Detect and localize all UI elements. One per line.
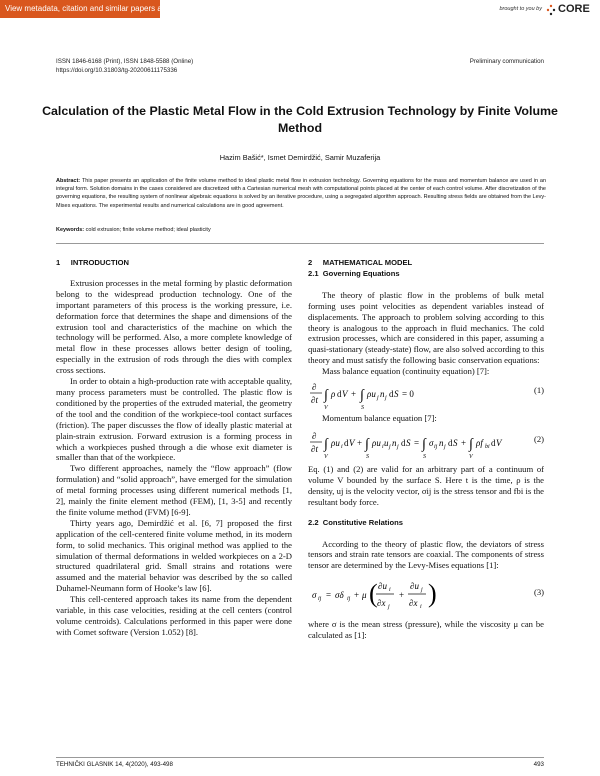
model-paragraph-3: According to the theory of plastic flow, the deviators of stress tensors and strain rate tensors are coaxial. The components of stress tensor are determined by the Levy-Mises equations [1]: <box>308 538 544 571</box>
core-logo-text: CORE <box>558 3 590 15</box>
model-paragraph-2: Eq. (1) and (2) are valid for an arbitrary part of a continuum of volume V bounded by the surface S. Here t is the time, ρ is the density, uj is the velocity vector, σij is the stress tensor and fbi is the resultant body force. <box>308 463 544 507</box>
svg-text:S: S <box>394 389 399 400</box>
footer-journal: TEHNIČKI GLASNIK 14, 4(2020), 493-498 <box>56 761 173 768</box>
svg-text:): ) <box>428 579 437 609</box>
svg-text:+: + <box>461 437 467 448</box>
article-type: Preliminary communication <box>469 58 544 65</box>
svg-text:V: V <box>496 437 502 448</box>
intro-paragraph-2: In order to obtain a high-production rate with acceptable quality, many process parameters must be controlled. The plastic flow is conditioned by the properties of the extruded material, the geometry of the tool and the condition of the workpiece-tool contact surfaces (friction). The paper discusses the flow of ideally plastic material at plain-strain extrusion. Forward extrusion is a forming process in which a workpieces pushed through a die whose exit diameter is smaller than that of the workpiece. <box>56 376 292 463</box>
intro-paragraph-3: Two different approaches, namely the “flow approach” (flow formulation) and “solid approach”, have emerged for the simulation of metal forming processes using different numerical methods [1, 2], mainly the finite element method (FEM), [1, 3-5] and recently the finite volume method (FVM) [6-9]. <box>56 463 292 517</box>
svg-text:i: i <box>341 443 343 450</box>
section-heading-model: 2 MATHEMATICAL MODEL <box>308 258 413 267</box>
equation-2-number: (2) <box>533 433 544 444</box>
equation-3 <box>308 571 544 619</box>
svg-text:μ: μ <box>362 590 367 601</box>
svg-text:∂u: ∂u <box>410 581 419 592</box>
svg-text:∂u: ∂u <box>378 581 387 592</box>
svg-text:+: + <box>354 590 360 601</box>
svg-text:∫: ∫ <box>360 388 364 404</box>
svg-text:ρu: ρu <box>331 437 340 448</box>
svg-text:=: = <box>326 590 332 601</box>
svg-text:∫: ∫ <box>469 436 473 452</box>
intro-paragraph-5: This cell-centered approach takes its name from the dependent variable, in this case velocities, residing at the cell centers (control volume centroids). Calculations performed in this paper were done with Comet software (Version 1.052) [8]. <box>56 594 292 637</box>
momentum-balance-label: Momentum balance equation [7]: <box>322 413 437 424</box>
abstract <box>56 177 546 210</box>
model-paragraph-4: where σ is the mean stress (pressure), while the viscosity μ can be calculated as [1]: <box>308 619 544 641</box>
svg-text:n: n <box>380 389 385 400</box>
svg-text:ij: ij <box>318 596 322 603</box>
svg-text:σδ: σδ <box>335 590 344 601</box>
core-logo[interactable] <box>546 2 590 18</box>
equation-1-formula <box>310 379 510 411</box>
svg-text:V: V <box>324 405 328 412</box>
svg-text:+: + <box>399 590 405 601</box>
mass-balance-label: Mass balance equation (continuity equation) [7]: <box>322 366 490 377</box>
intro-paragraph-1: Extrusion processes in the metal forming by plastic deformation belong to the widespread production technology. One of the important parameters of this process is the working pressure, i.e. deformation force that determines the shape and dimensions of the extrusion tool and characteristics of the machine on which the technology will be performed. Also, a more complete knowledge of metal flow in these processes allows better design of tooling, especially in the extrusion of rods through the dies with complex cross sections. <box>56 277 292 376</box>
svg-text:+: + <box>351 389 357 400</box>
svg-text:∂x: ∂x <box>377 598 386 609</box>
svg-text:d: d <box>448 437 453 448</box>
equation-3-formula <box>310 575 480 617</box>
svg-text:∫: ∫ <box>365 436 369 452</box>
brought-to-you-label: brought to you by <box>499 6 542 12</box>
svg-text:i: i <box>420 604 422 611</box>
svg-text:d: d <box>401 437 406 448</box>
svg-text:i: i <box>389 587 391 594</box>
svg-text:σ: σ <box>312 590 317 601</box>
svg-text:ρf: ρf <box>476 437 483 448</box>
equation-1-number: (1) <box>533 385 544 396</box>
right-column <box>308 258 544 641</box>
abstract-text: This paper presents an application of the finite volume method to ideal plastic metal flow in extrusion technology. Governing equations for the mass and momentum balance are used in an integral form. Solution domains in the cases considered are discretized with a Cartesian numerical mesh with computational points placed at the center of each control volume. After discretization of the governing equations, the resulting system of nonlinear algebraic equations is solved by an iterative procedure, using a segregated algorithm approach. Resulting stress fields are obtained from the Levy-Mises equations. The experimental results and numerical calculations are in good agreement. <box>56 178 546 209</box>
model-paragraph-1: The theory of plastic flow in the problems of bulk metal forming uses point velocities as dependent variables instead of displacements. The approach to problem solving according to this theory is analogous to the approach in fluid mechanics. The cold extrusion processes, which are considered in this paper, assuming a quasi-stationary (steady-state) flow, are also solved according to this theory and must satisfy the following basic conservation equations: <box>308 289 544 366</box>
svg-text:u: u <box>384 437 389 448</box>
core-logo-icon <box>546 4 556 16</box>
equation-2 <box>308 424 544 464</box>
svg-text:V: V <box>324 453 328 460</box>
svg-text:n: n <box>439 437 444 448</box>
abstract-label: Abstract: <box>56 178 81 184</box>
svg-text:j: j <box>421 587 423 594</box>
svg-text:d: d <box>344 437 349 448</box>
keywords-text: cold extrusion; finite volume method; ideal plasticity <box>85 227 211 233</box>
svg-text:j: j <box>377 395 379 402</box>
svg-text:ρu: ρu <box>367 389 376 400</box>
svg-text:S: S <box>366 453 369 460</box>
section-heading-introduction: 1 INTRODUCTION <box>56 258 129 267</box>
subsection-constitutive-relations: 2.2 Constitutive Relations <box>308 517 403 527</box>
svg-text:(: ( <box>369 579 378 609</box>
svg-text:ρ: ρ <box>331 389 336 400</box>
svg-text:i: i <box>382 443 384 450</box>
divider <box>56 243 544 244</box>
keywords <box>56 227 546 233</box>
footer-divider <box>56 757 544 758</box>
left-column <box>56 258 292 638</box>
top-bar <box>0 0 600 24</box>
svg-text:d: d <box>337 389 342 400</box>
svg-text:=: = <box>414 437 420 448</box>
svg-text:ij: ij <box>434 443 438 450</box>
keywords-label: Keywords: <box>56 227 85 233</box>
svg-text:S: S <box>423 453 426 460</box>
svg-text:d: d <box>389 389 394 400</box>
svg-text:+: + <box>357 437 363 448</box>
svg-text:ij: ij <box>347 596 351 603</box>
svg-text:∫: ∫ <box>324 436 328 452</box>
svg-text:= 0: = 0 <box>402 389 414 400</box>
svg-text:j: j <box>388 604 390 611</box>
svg-text:∂x: ∂x <box>409 598 418 609</box>
svg-text:S: S <box>453 437 458 448</box>
equation-3-number: (3) <box>533 587 544 598</box>
svg-text:∂t: ∂t <box>311 395 318 406</box>
page-number: 493 <box>533 761 544 768</box>
svg-text:j: j <box>389 443 391 450</box>
svg-text:V: V <box>349 437 355 448</box>
svg-text:σ: σ <box>429 437 434 448</box>
svg-text:V: V <box>469 453 473 460</box>
doi-link[interactable]: https://doi.org/10.31803/tg-20200611175336 <box>56 67 178 74</box>
svg-text:ρu: ρu <box>372 437 381 448</box>
subsection-governing-equations: 2.1 Governing Equations <box>308 268 400 278</box>
svg-text:∫: ∫ <box>324 388 328 404</box>
equation-2-formula <box>310 428 520 460</box>
svg-text:V: V <box>342 389 348 400</box>
svg-text:S: S <box>406 437 411 448</box>
core-banner-link[interactable]: View metadata, citation and similar papers at core.ac.uk <box>0 0 160 18</box>
svg-text:S: S <box>361 405 364 412</box>
svg-text:j: j <box>444 443 446 450</box>
svg-text:d: d <box>491 437 496 448</box>
equation-1 <box>308 377 544 413</box>
authors: Hazim Bašić*, Ismet Demirdžić, Samir Muzaferija <box>219 153 381 162</box>
paper-title: Calculation of the Plastic Metal Flow in the Cold Extrusion Technology by Finite Volume Method <box>42 104 558 135</box>
svg-text:∂: ∂ <box>312 382 317 393</box>
issn-line: ISSN 1846-6168 (Print), ISSN 1848-5588 (Online) <box>56 58 194 65</box>
svg-text:∫: ∫ <box>422 436 426 452</box>
svg-text:j: j <box>385 395 387 402</box>
svg-text:j: j <box>397 443 399 450</box>
svg-text:n: n <box>392 437 397 448</box>
svg-text:∂: ∂ <box>312 430 317 441</box>
svg-text:∂t: ∂t <box>311 443 318 454</box>
svg-text:bi: bi <box>485 443 490 450</box>
intro-paragraph-4: Thirty years ago, Demirdžić et al. [6, 7] proposed the first application of the cell-centered finite volume method, in its modern form, to solid mechanics. This original method was applied to the simulation of thermal deformations in welded workpieces on a 2-D structured quadrilateral grid. Small strains and rotations were assumed and the material behavior was described by the so called Duhamel-Neumann form of Hooke’s law [6]. <box>56 517 292 594</box>
